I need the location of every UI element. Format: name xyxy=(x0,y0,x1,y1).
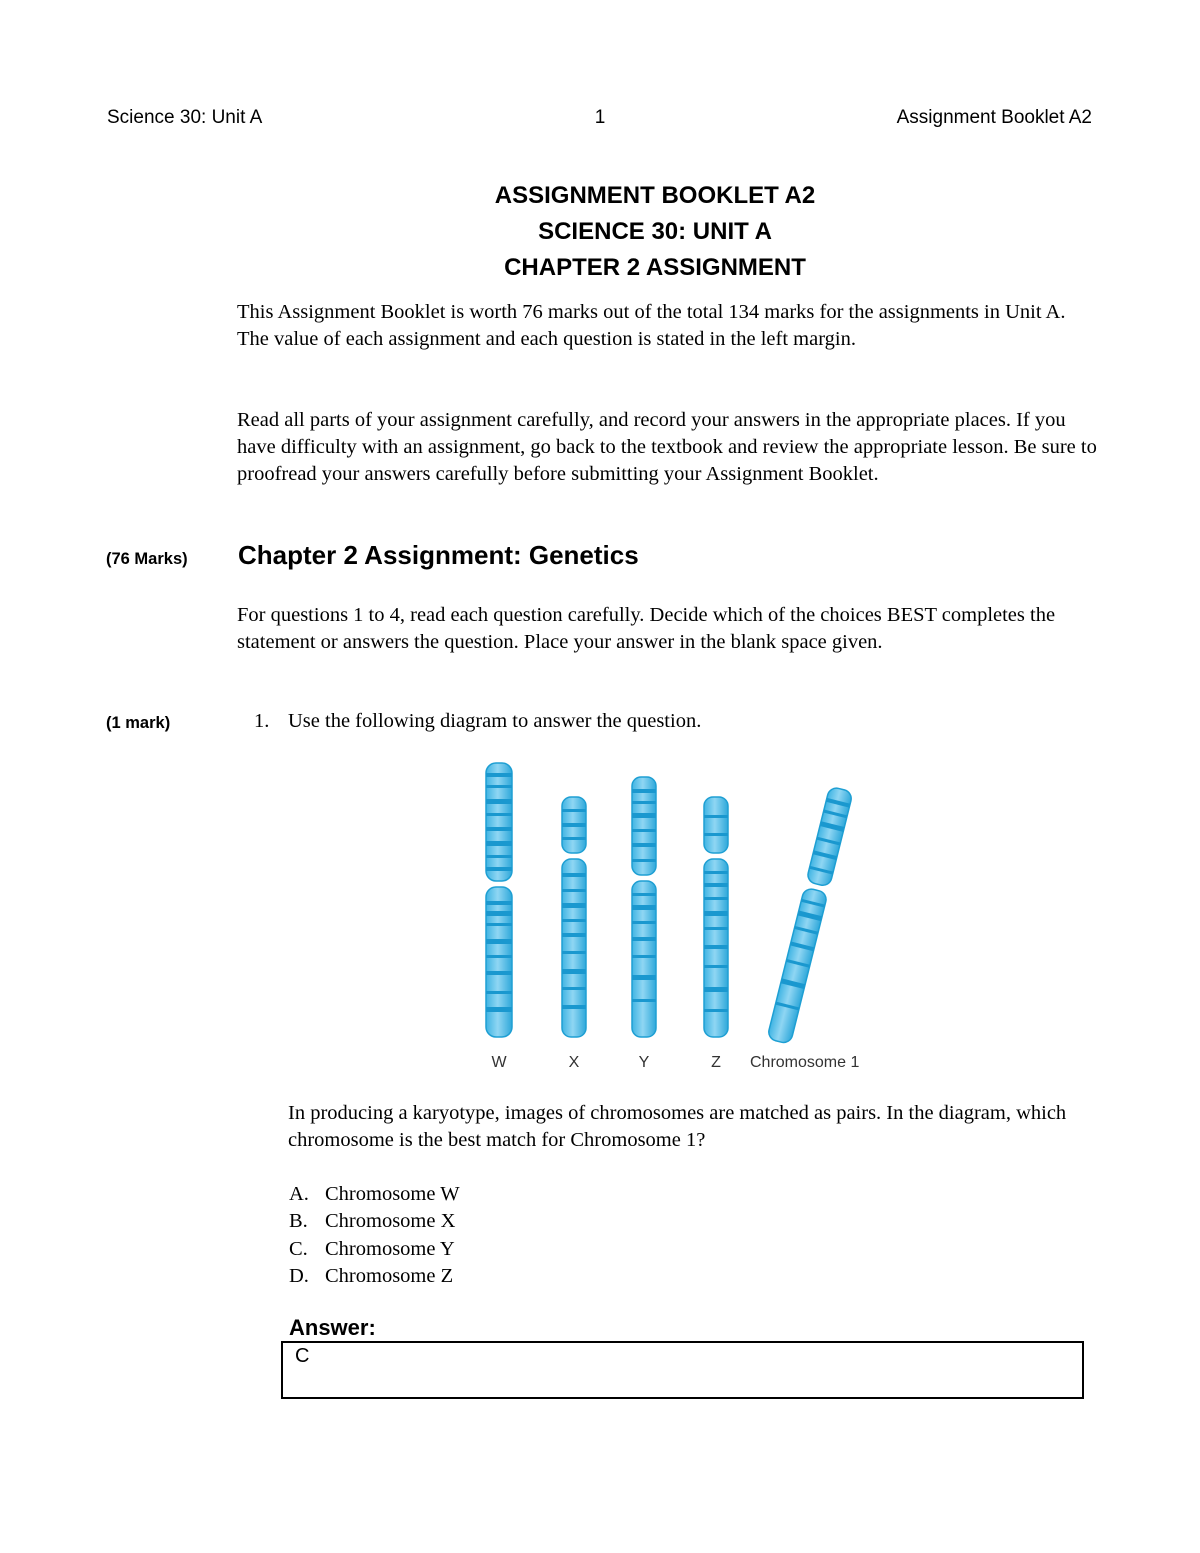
chromosome-w xyxy=(486,763,512,1037)
chapter-instructions: For questions 1 to 4, read each question carefully. Decide which of the choices BEST completes the statement or answers the question. Place your answer in the blank space given. xyxy=(237,604,1056,653)
intro-paragraph-1: This Assignment Booklet is worth 76 marks out of the total 134 marks for the assignments in Unit A. The value of each assignment and each question is stated in the left margin. xyxy=(237,301,1066,350)
label-w: W xyxy=(491,1054,507,1071)
chapter-marks: (76 Marks) xyxy=(106,550,188,568)
title-line-3: CHAPTER 2 ASSIGNMENT xyxy=(504,254,806,281)
label-x: X xyxy=(568,1054,580,1071)
title-block xyxy=(0,178,1200,286)
option-text: Chromosome X xyxy=(325,1210,456,1233)
intro-paragraph-2: Read all parts of your assignment carefully, and record your answers in the appropriate places. If you have difficulty with an assignment, go back to the textbook and review the appropriate lesson. Be sure to proofread your answers carefully before submitting your Assignment Booklet. xyxy=(237,409,1097,485)
option-text: Chromosome W xyxy=(325,1183,460,1205)
title-line-1: ASSIGNMENT BOOKLET A2 xyxy=(494,182,816,209)
question-1-prompt: Use the following diagram to answer the question. xyxy=(288,710,702,732)
option-b xyxy=(289,1208,460,1235)
answer-box[interactable] xyxy=(281,1341,1084,1399)
question-1-options xyxy=(289,1181,460,1290)
question-1-number: 1. xyxy=(254,710,270,732)
chromosome-y xyxy=(632,777,656,1037)
answer-label: Answer: xyxy=(289,1315,376,1340)
chromosome-z xyxy=(704,797,728,1037)
option-text: Chromosome Z xyxy=(325,1264,454,1287)
label-chromosome-1: Chromosome 1 xyxy=(750,1054,860,1071)
option-text: Chromosome Y xyxy=(325,1237,455,1260)
option-letter: B. xyxy=(289,1210,308,1233)
option-d xyxy=(289,1263,460,1290)
chromosome-x xyxy=(562,797,586,1037)
header-page-number: 1 xyxy=(594,107,606,128)
label-y: Y xyxy=(638,1054,650,1071)
option-letter: A. xyxy=(289,1183,309,1205)
question-1-stem: In producing a karyotype, images of chromosomes are matched as pairs. In the diagram, which chromosome is the best match for Chromosome 1? xyxy=(288,1102,1067,1151)
header-right: Assignment Booklet A2 xyxy=(896,107,1092,128)
chromosome-diagram xyxy=(470,755,890,1080)
question-1-marks: (1 mark) xyxy=(106,714,171,732)
option-letter: D. xyxy=(289,1264,309,1287)
label-z: Z xyxy=(711,1054,721,1071)
answer-value: C xyxy=(295,1345,310,1367)
chromosome-1 xyxy=(767,786,853,1044)
option-a xyxy=(289,1181,460,1208)
header-left: Science 30: Unit A xyxy=(107,107,263,128)
option-c xyxy=(289,1236,460,1263)
title-line-2: SCIENCE 30: UNIT A xyxy=(538,218,772,245)
option-letter: C. xyxy=(289,1237,308,1260)
chapter-heading: Chapter 2 Assignment: Genetics xyxy=(238,540,639,570)
